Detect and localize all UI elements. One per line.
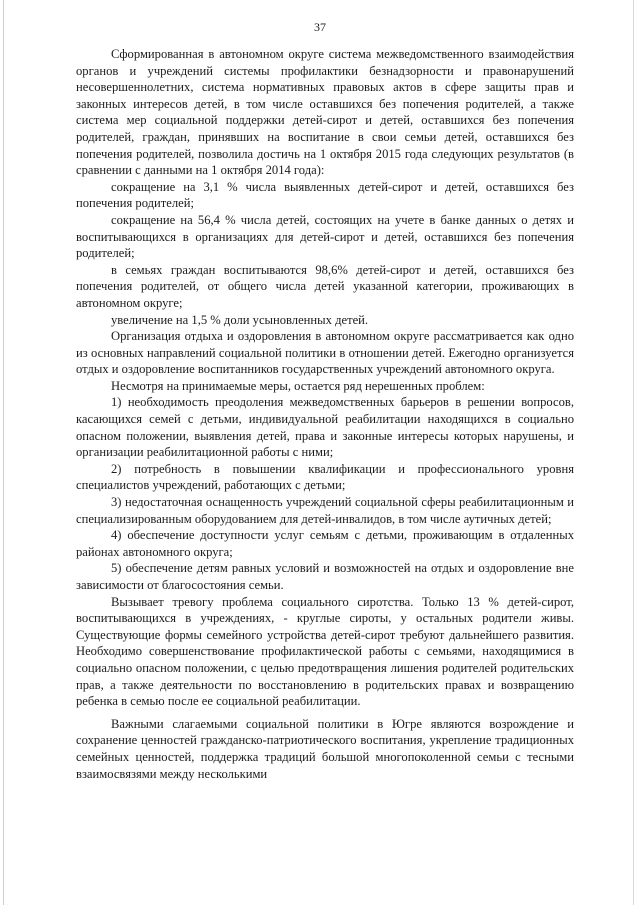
result-item-orphans-reduction: сокращение на 3,1 % числа выявленных детей-сирот и детей, оставшихся без попечения родителей; [76, 179, 574, 211]
document-body [76, 46, 574, 782]
problem-item-5: 5) обеспечение детям равных условий и возможностей на отдых и оздоровление вне зависимости от благосостояния семьи. [76, 561, 574, 592]
result-item-family-placement: в семьях граждан воспитываются 98,6% детей-сирот и детей, оставшихся без попечения родителей, от общего числа детей указанной категории, проживающих в автономном округе; [76, 262, 574, 310]
scan-edge-left [3, 0, 4, 905]
paragraph-recreation: Организация отдыха и оздоровления в автономном округе рассматривается как одно из основных направлений социальной политики в отношении детей. Ежегодно организуется отдых и оздоровление воспитанников государственных учреждений автономного округа. [76, 329, 574, 377]
result-item-adoption-increase: увеличение на 1,5 % доли усыновленных детей. [111, 312, 369, 327]
paragraph-problems-intro: Несмотря на принимаемые меры, остается ряд нерешенных проблем: [111, 378, 485, 393]
page-number: 37 [314, 20, 326, 34]
problem-item-2: 2) потребность в повышении квалификации и профессионального уровня специалистов учреждений, работающих с детьми; [76, 461, 574, 493]
paragraph-social-orphanhood: Вызывает тревогу проблема социального сиротства. Только 13 % детей-сирот, воспитывающихся в учреждениях, - круглые сироты, у остальных родители живы. Существующие формы семейного устройства детей-сирот требуют дальнейшего развития. Необходимо совершенствование профилактической работы с семьями, находящимися в социально опасном положении, с целью предотвращения лишения родителей родительских прав, а также деятельности по восстановлению в родительских правах и возвращению ребенка в семью после ее социальной реабилитации. [76, 594, 574, 709]
problem-item-1: 1) необходимость преодоления межведомственных барьеров в решении вопросов, касающихся семей с детьми, индивидуальной реабилитации находящихся в социально опасном положении, выявления детей, права и законные интересы которых нарушены, и организации реабилитационной работы с ними; [76, 395, 574, 460]
problem-item-4: 4) обеспечение доступности услуг семьям с детьми, проживающим в отдаленных районах автономного округа; [76, 528, 574, 559]
paragraph-intro: Сформированная в автономном округе система межведомственного взаимодействия органов и учреждений системы профилактики безнадзорности и правонарушений несовершеннолетних, система нормативных правовых актов в сфере защиты прав и законных интересов детей, в том числе оставшихся без попечения родителей, а также система мер социальной поддержки детей-сирот и детей, оставшихся без попечения родителей, граждан, принявших на воспитание в свои семьи детей, оставшихся без попечения родителей, позволила достичь на 1 октября 2015 года следующих результатов (в сравнении с данными на 1 октября 2014 года): [76, 47, 574, 178]
scan-edge-right [633, 0, 634, 905]
problem-item-3: 3) недостаточная оснащенность учреждений социальной сферы реабилитационным и специализированным оборудованием для детей-инвалидов, в том числе аутичных детей; [76, 495, 574, 526]
result-item-databank-reduction: сокращение на 56,4 % числа детей, состоящих на учете в банке данных о детях и воспитывающихся в организациях для детей-сирот и детей, оставшихся без попечения родителей; [76, 212, 574, 261]
paragraph-social-policy: Важными слагаемыми социальной политики в Югре являются возрождение и сохранение ценностей гражданско-патриотического воспитания, укрепление традиционных семейных ценностей, поддержка традиций большой многопоколенной семьи с тесными взаимосвязями между несколькими [76, 716, 574, 781]
